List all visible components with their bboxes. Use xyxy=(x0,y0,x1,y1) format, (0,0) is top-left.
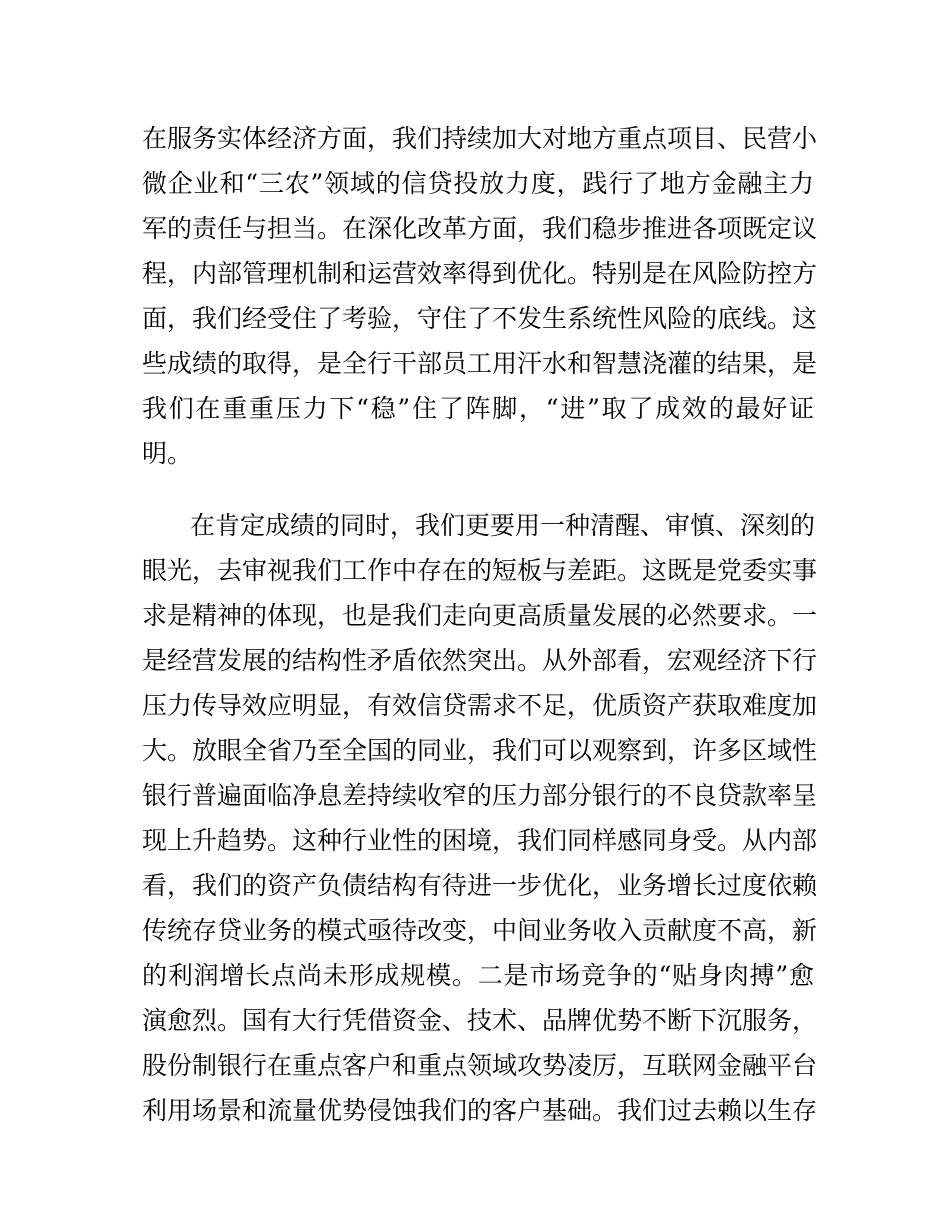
text-line: 现上升趋势。这种行业性的困境，我们同样感同身受。从内部 xyxy=(142,826,818,855)
text-line: 股份制银行在重点客户和重点领域攻势凌厉，互联网金融平台 xyxy=(142,1051,818,1080)
text-line: 看，我们的资产负债结构有待进一步优化，业务增长过度依赖 xyxy=(142,871,818,900)
text-line: 微企业和“三农”领域的信贷投放力度，践行了地方金融主力 xyxy=(142,169,814,198)
text-line: 大。放眼全省乃至全国的同业，我们可以观察到，许多区域性 xyxy=(142,736,818,765)
text-line: 演愈烈。国有大行凭借资金、技术、品牌优势不断下沉服务， xyxy=(142,1006,818,1035)
text-line: 银行普遍面临净息差持续收窄的压力部分银行的不良贷款率呈 xyxy=(142,781,818,810)
text-line: 些成绩的取得，是全行干部员工用汗水和智慧浇灌的结果，是 xyxy=(142,349,818,378)
text-line: 传统存贷业务的模式亟待改变，中间业务收入贡献度不高，新 xyxy=(142,916,818,945)
text-line: 在服务实体经济方面，我们持续加大对地方重点项目、民营小 xyxy=(142,124,818,153)
text-line: 压力传导效应明显，有效信贷需求不足，优质资产获取难度加 xyxy=(142,691,818,720)
paragraph-shortcomings xyxy=(142,503,818,1133)
paragraph-achievements xyxy=(142,116,818,476)
text-line: 是经营发展的结构性矛盾依然突出。从外部看，宏观经济下行 xyxy=(142,646,818,675)
text-line: 军的责任与担当。在深化改革方面，我们稳步推进各项既定议 xyxy=(142,214,818,243)
text-line: 求是精神的体现，也是我们走向更高质量发展的必然要求。一 xyxy=(142,601,818,630)
text-line: 程，内部管理机制和运营效率得到优化。特别是在风险防控方 xyxy=(142,259,818,288)
text-line: 的利润增长点尚未形成规模。二是市场竞争的“贴身肉搏”愈 xyxy=(142,961,814,990)
paragraph-spacer xyxy=(142,476,814,503)
document-body xyxy=(142,116,818,1133)
text-line: 明。 xyxy=(142,439,193,468)
text-line: 利用场景和流量优势侵蚀我们的客户基础。我们过去赖以生存 xyxy=(142,1096,818,1125)
text-line: 我们在重重压力下“稳”住了阵脚，“进”取了成效的最好证 xyxy=(142,394,814,423)
text-line: 在肯定成绩的同时，我们更要用一种清醒、审慎、深刻的 xyxy=(190,511,816,540)
text-line: 眼光，去审视我们工作中存在的短板与差距。这既是党委实事 xyxy=(142,556,818,585)
text-line: 面，我们经受住了考验，守住了不发生系统性风险的底线。这 xyxy=(142,304,818,333)
